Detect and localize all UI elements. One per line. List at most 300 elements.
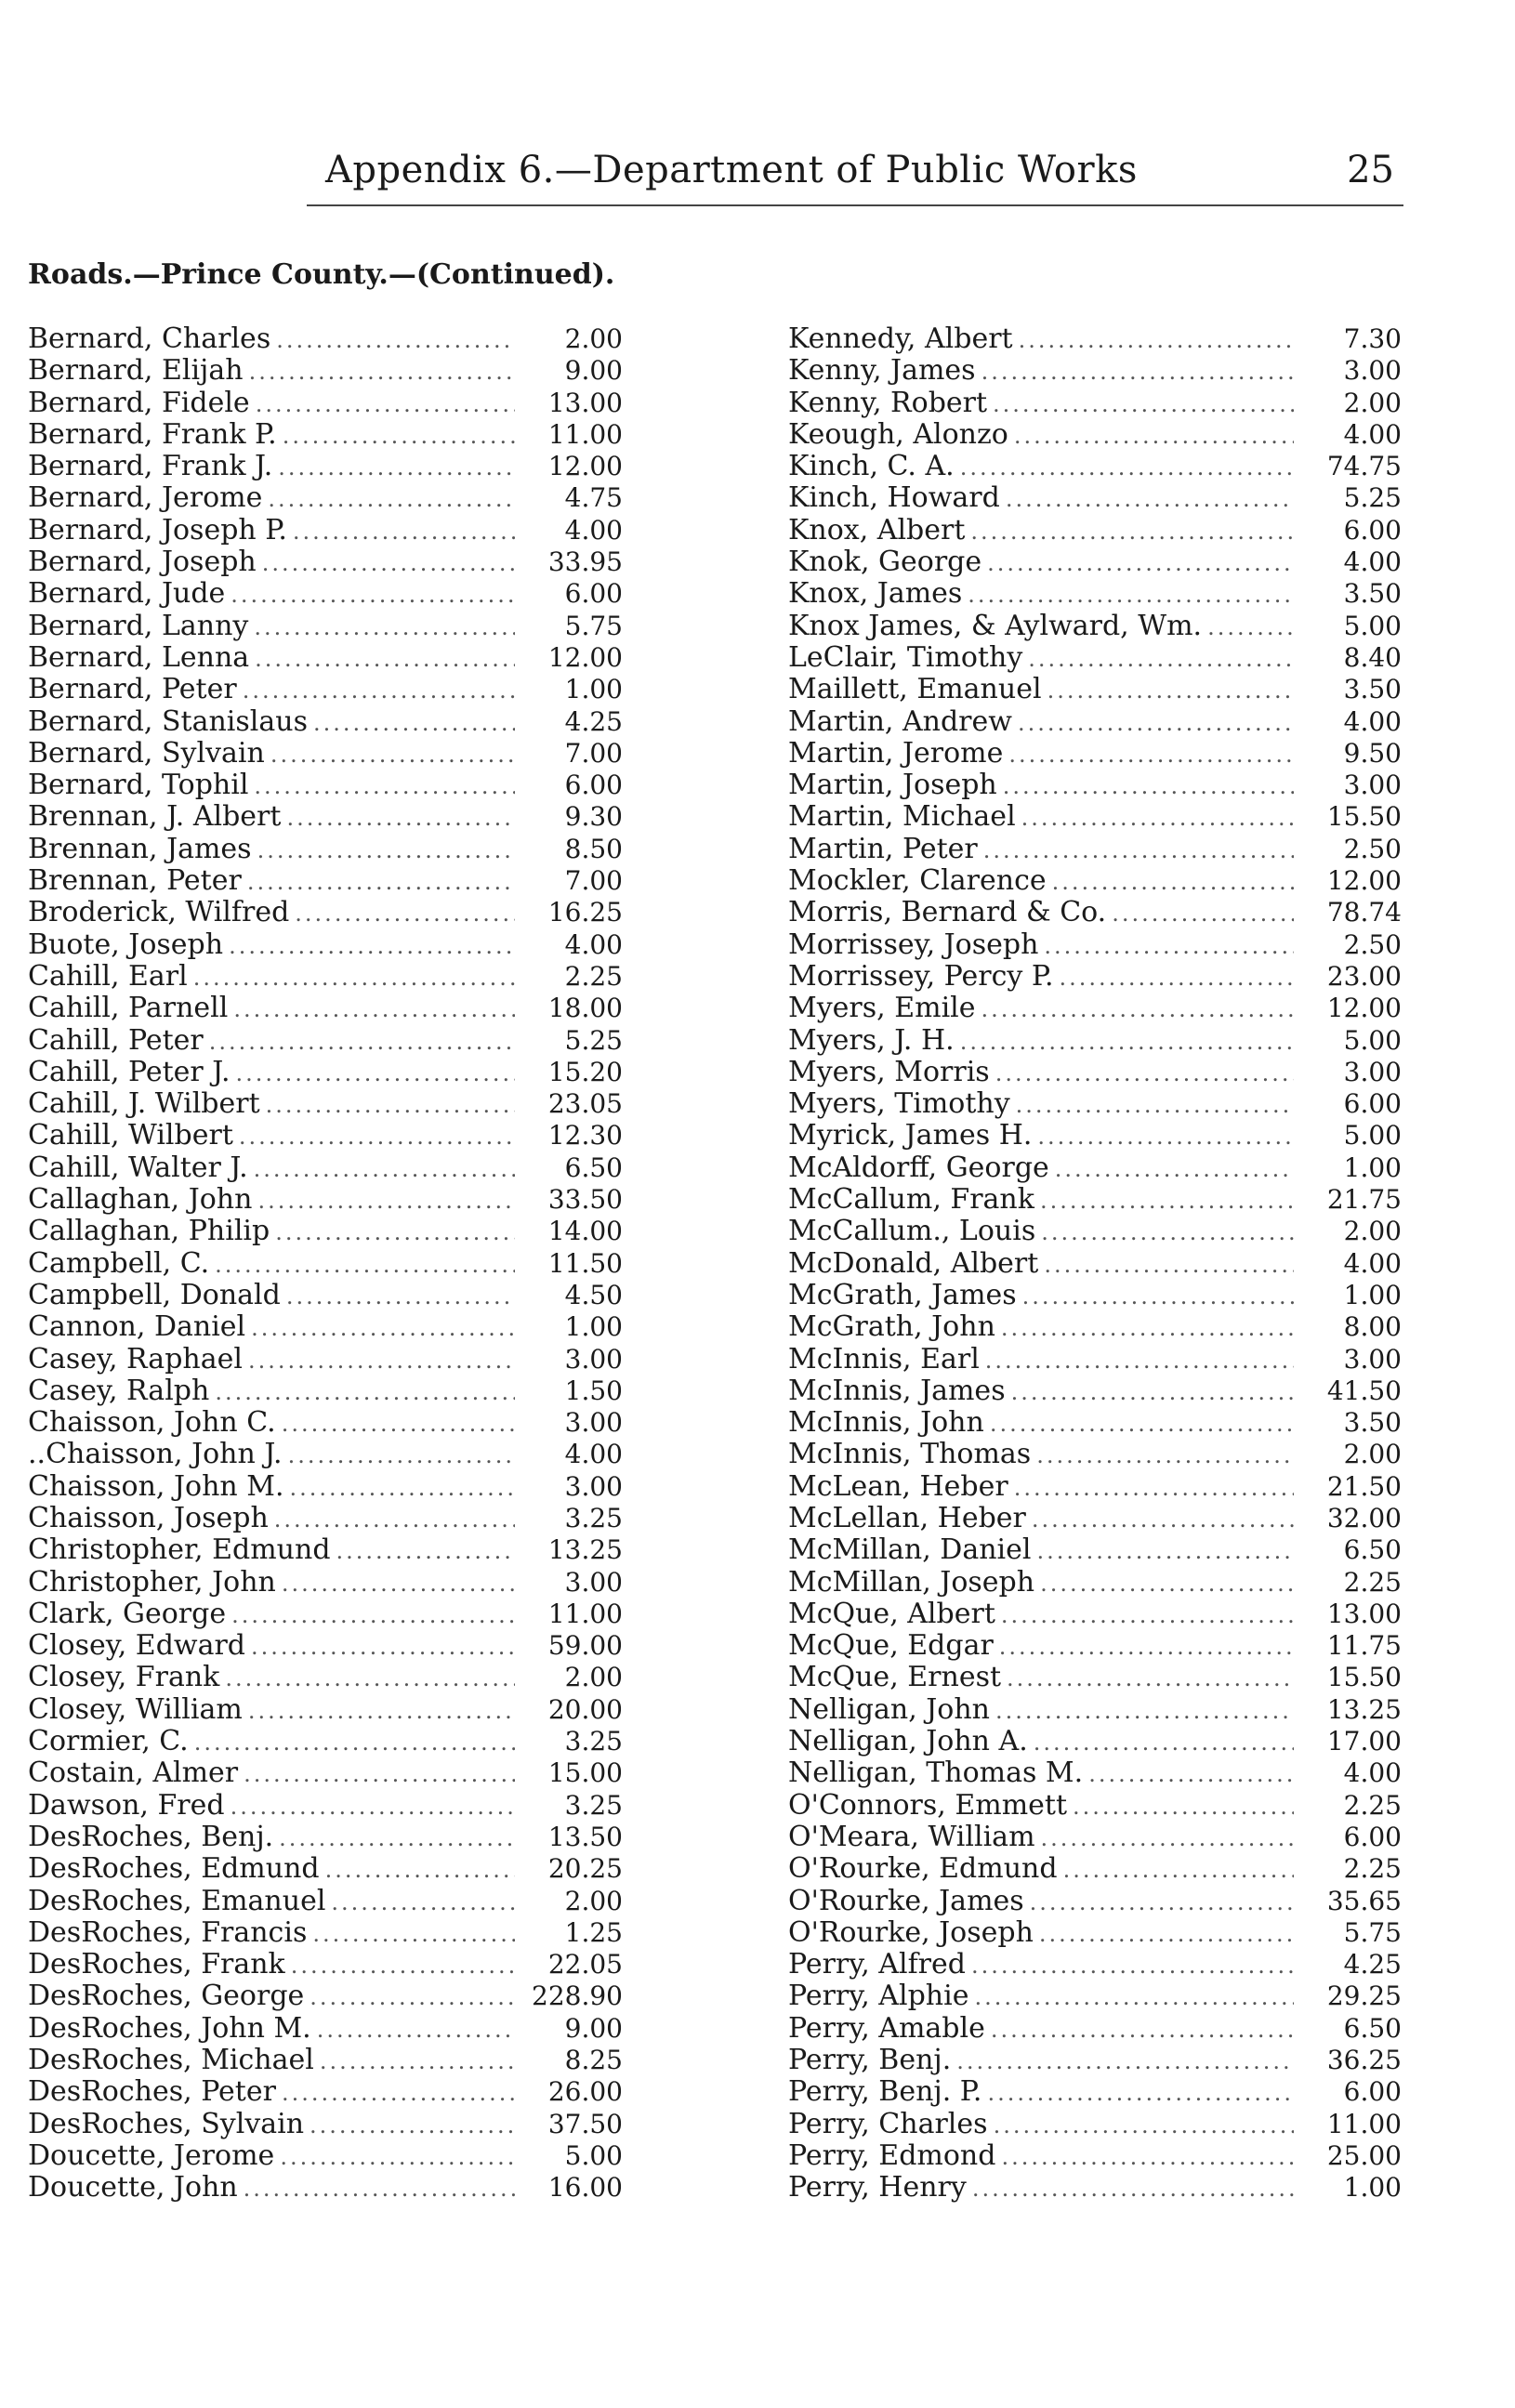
dot-leader bbox=[262, 547, 515, 579]
entry-amount: 26.00 bbox=[547, 2076, 623, 2108]
list-item bbox=[788, 1630, 1402, 1662]
list-item bbox=[788, 1503, 1402, 1534]
entry-amount: 3.00 bbox=[564, 1566, 623, 1598]
page-header bbox=[307, 149, 1403, 206]
entry-amount: 5.25 bbox=[564, 1024, 623, 1056]
entry-amount: 3.00 bbox=[1343, 355, 1402, 387]
entry-amount: 13.00 bbox=[1326, 1598, 1402, 1629]
entry-name: Perry, Amable bbox=[788, 2011, 985, 2045]
entry-name: Myers, Emile bbox=[788, 992, 976, 1025]
dot-leader bbox=[968, 579, 1294, 611]
entry-name: Kenny, Robert bbox=[788, 386, 988, 419]
list-item bbox=[28, 323, 623, 355]
dot-leader bbox=[251, 1631, 515, 1663]
entry-amount: 5.75 bbox=[1343, 1916, 1402, 1948]
entry-name: McGrath, John bbox=[788, 1310, 995, 1344]
entry-amount: 4.00 bbox=[1343, 705, 1402, 737]
dot-leader bbox=[987, 2077, 1294, 2109]
entry-name: Bernard, Lanny bbox=[28, 609, 249, 642]
dot-leader bbox=[1112, 898, 1294, 929]
entry-name: Keough, Alonzo bbox=[788, 417, 1008, 451]
entry-amount: 13.25 bbox=[547, 1534, 623, 1566]
entry-name: Perry, Alfred bbox=[788, 1948, 966, 1981]
dot-leader bbox=[282, 2077, 515, 2109]
dot-leader bbox=[290, 1472, 515, 1504]
entry-name: McQue, Albert bbox=[788, 1597, 995, 1630]
dot-leader bbox=[209, 1026, 515, 1058]
list-item bbox=[788, 2013, 1402, 2045]
entry-amount: 78.74 bbox=[1326, 897, 1402, 928]
entry-amount: 2.00 bbox=[564, 1885, 623, 1916]
entry-amount: 5.00 bbox=[1343, 1120, 1402, 1151]
list-item bbox=[788, 1853, 1402, 1885]
entry-amount: 3.00 bbox=[564, 1470, 623, 1502]
entry-name: Perry, Alphie bbox=[788, 1980, 969, 2013]
list-item bbox=[788, 834, 1402, 865]
dot-leader bbox=[1060, 962, 1295, 993]
entry-name: DesRoches, George bbox=[28, 1980, 305, 2013]
dot-leader bbox=[257, 1185, 515, 1217]
list-item bbox=[788, 323, 1402, 355]
dot-leader bbox=[1037, 1121, 1294, 1152]
entry-amount: 1.25 bbox=[564, 1916, 623, 1948]
list-item bbox=[28, 482, 623, 514]
list-item bbox=[28, 1375, 623, 1407]
entry-name: Nelligan, Thomas M. bbox=[788, 1757, 1084, 1790]
dot-leader bbox=[225, 1663, 515, 1694]
list-item bbox=[788, 355, 1402, 387]
entry-amount: 12.30 bbox=[547, 1120, 623, 1151]
entry-name: Brennan, J. Albert bbox=[28, 800, 282, 834]
dot-leader bbox=[249, 356, 515, 388]
entry-name: McInnis, James bbox=[788, 1374, 1006, 1407]
entry-amount: 8.00 bbox=[1343, 1311, 1402, 1343]
list-item bbox=[28, 642, 623, 674]
entry-name: O'Meara, William bbox=[788, 1820, 1035, 1853]
dot-leader bbox=[1018, 707, 1294, 739]
entry-amount: 1.00 bbox=[1343, 2172, 1402, 2204]
entry-amount: 20.25 bbox=[547, 1853, 623, 1885]
list-item bbox=[28, 770, 623, 801]
entry-name: Perry, Benj. bbox=[788, 2044, 952, 2077]
dot-leader bbox=[193, 962, 515, 993]
entry-amount: 4.00 bbox=[1343, 1247, 1402, 1279]
dot-leader bbox=[270, 739, 515, 770]
dot-leader bbox=[310, 1981, 515, 2013]
section-subheading: Roads.—Prince County.—(Continued). bbox=[28, 258, 615, 291]
dot-leader bbox=[336, 1535, 515, 1567]
list-item bbox=[788, 2076, 1402, 2108]
entry-name: Clark, George bbox=[28, 1597, 227, 1630]
dot-leader bbox=[1001, 1312, 1294, 1344]
list-item bbox=[788, 674, 1402, 705]
entry-name: Bernard, Peter bbox=[28, 673, 237, 706]
entry-name: McLellan, Heber bbox=[788, 1501, 1026, 1534]
dot-leader bbox=[248, 1695, 515, 1727]
dot-leader bbox=[279, 1822, 515, 1854]
list-item bbox=[28, 1344, 623, 1375]
dot-leader bbox=[320, 2046, 515, 2077]
dot-leader bbox=[971, 1950, 1294, 1981]
dot-leader bbox=[1034, 1727, 1294, 1758]
entry-amount: 3.50 bbox=[1343, 1407, 1402, 1439]
entry-name: McLean, Heber bbox=[788, 1469, 1008, 1503]
entry-amount: 14.00 bbox=[547, 1216, 623, 1247]
dot-leader bbox=[331, 1887, 515, 1918]
entry-amount: 3.00 bbox=[1343, 1343, 1402, 1375]
entry-name: McAldorff, George bbox=[788, 1151, 1049, 1184]
list-item bbox=[788, 1248, 1402, 1280]
dot-leader bbox=[1001, 2141, 1294, 2173]
dot-leader bbox=[243, 675, 515, 706]
list-item bbox=[28, 993, 623, 1024]
entry-amount: 6.00 bbox=[1343, 514, 1402, 546]
list-item bbox=[28, 1980, 623, 2012]
list-item bbox=[28, 961, 623, 993]
entry-name: Chaisson, John C. bbox=[28, 1406, 276, 1440]
list-item bbox=[28, 1822, 623, 1853]
dot-leader bbox=[1207, 612, 1294, 643]
dot-leader bbox=[282, 1568, 515, 1599]
dot-leader bbox=[312, 1918, 515, 1950]
list-item bbox=[788, 1980, 1402, 2012]
list-item bbox=[788, 1280, 1402, 1311]
dot-leader bbox=[254, 770, 515, 802]
list-item bbox=[788, 770, 1402, 801]
entry-name: Cahill, Peter bbox=[28, 1023, 204, 1057]
list-item bbox=[28, 1439, 623, 1470]
dot-leader bbox=[215, 1376, 515, 1408]
entry-name: Knok, George bbox=[788, 546, 982, 579]
entry-amount: 2.00 bbox=[1343, 1216, 1402, 1247]
dot-leader bbox=[275, 1217, 515, 1248]
list-item bbox=[28, 2013, 623, 2045]
entry-name: Bernard, Elijah bbox=[28, 354, 244, 388]
list-item bbox=[788, 578, 1402, 610]
dot-leader bbox=[286, 802, 515, 834]
list-item bbox=[28, 1630, 623, 1662]
right-column-list bbox=[788, 323, 1402, 2204]
list-item bbox=[788, 1694, 1402, 1726]
list-item bbox=[788, 1439, 1402, 1470]
dot-leader bbox=[1028, 643, 1294, 675]
entry-name: McCallum, Frank bbox=[788, 1183, 1034, 1217]
entry-amount: 18.00 bbox=[547, 993, 623, 1024]
entry-name: Perry, Benj. P. bbox=[788, 2075, 982, 2109]
entry-amount: 74.75 bbox=[1326, 451, 1402, 482]
entry-amount: 2.50 bbox=[1343, 833, 1402, 864]
dot-leader bbox=[215, 1249, 515, 1281]
entry-name: McMillan, Joseph bbox=[788, 1565, 1035, 1599]
entry-name: Closey, Frank bbox=[28, 1661, 220, 1694]
list-item bbox=[788, 451, 1402, 482]
entry-amount: 32.00 bbox=[1326, 1502, 1402, 1533]
entry-amount: 4.00 bbox=[564, 1439, 623, 1470]
entry-amount: 7.00 bbox=[564, 865, 623, 897]
dot-leader bbox=[1011, 1376, 1294, 1408]
entry-amount: 2.25 bbox=[1343, 1566, 1402, 1598]
dot-leader bbox=[236, 1058, 515, 1089]
dot-leader bbox=[1001, 1599, 1294, 1631]
entry-name: Bernard, Sylvain bbox=[28, 736, 265, 770]
entry-amount: 11.00 bbox=[547, 1598, 623, 1629]
entry-amount: 3.50 bbox=[1343, 674, 1402, 705]
entry-amount: 15.00 bbox=[547, 1757, 623, 1789]
list-item bbox=[788, 1726, 1402, 1757]
list-item bbox=[28, 929, 623, 961]
list-item bbox=[788, 1120, 1402, 1151]
entry-name: Bernard, Frank P. bbox=[28, 417, 277, 451]
entry-name: Bernard, Lenna bbox=[28, 640, 250, 674]
dot-leader bbox=[293, 516, 515, 547]
entry-amount: 11.75 bbox=[1326, 1630, 1402, 1662]
dot-leader bbox=[1014, 420, 1294, 452]
entry-name: Cahill, Peter J. bbox=[28, 1055, 231, 1088]
entry-name: O'Connors, Emmett bbox=[788, 1788, 1068, 1822]
entry-amount: 3.25 bbox=[564, 1502, 623, 1533]
list-item bbox=[28, 1726, 623, 1757]
list-item bbox=[788, 2045, 1402, 2076]
entry-name: Chaisson, John M. bbox=[28, 1469, 284, 1503]
entry-name: Closey, Edward bbox=[28, 1629, 246, 1663]
page-number: 25 bbox=[1347, 149, 1394, 191]
entry-amount: 5.00 bbox=[1343, 610, 1402, 641]
list-item bbox=[788, 1599, 1402, 1630]
list-item bbox=[28, 1280, 623, 1311]
entry-amount: 37.50 bbox=[547, 2108, 623, 2139]
entry-name: Knox, James bbox=[788, 577, 963, 611]
list-item bbox=[28, 897, 623, 928]
page-title: Appendix 6.—Department of Public Works bbox=[325, 149, 1138, 191]
dot-leader bbox=[274, 1504, 515, 1535]
entry-name: Perry, Charles bbox=[788, 2107, 988, 2140]
entry-amount: 3.00 bbox=[564, 1407, 623, 1439]
dot-leader bbox=[1032, 1504, 1294, 1535]
list-item bbox=[28, 355, 623, 387]
entry-name: Nelligan, John A. bbox=[788, 1725, 1028, 1758]
dot-leader bbox=[1008, 739, 1294, 770]
dot-leader bbox=[983, 835, 1294, 866]
entry-amount: 11.00 bbox=[1326, 2108, 1402, 2139]
entry-amount: 11.50 bbox=[547, 1247, 623, 1279]
entry-amount: 6.00 bbox=[1343, 1821, 1402, 1852]
entry-amount: 15.20 bbox=[547, 1056, 623, 1087]
dot-leader bbox=[985, 1345, 1294, 1376]
list-item bbox=[788, 738, 1402, 770]
list-item bbox=[28, 801, 623, 833]
entry-name: Cormier, C. bbox=[28, 1725, 189, 1758]
entry-name: McDonald, Albert bbox=[788, 1246, 1039, 1280]
entry-name: Perry, Henry bbox=[788, 2171, 967, 2204]
entry-name: Knox, Albert bbox=[788, 513, 966, 546]
entry-name: Christopher, John bbox=[28, 1565, 276, 1599]
dot-leader bbox=[1019, 324, 1294, 356]
entry-name: Chaisson, Joseph bbox=[28, 1501, 269, 1534]
dot-leader bbox=[254, 1153, 515, 1185]
entry-amount: 33.50 bbox=[547, 1184, 623, 1216]
entry-name: Cahill, Walter J. bbox=[28, 1151, 248, 1184]
list-item bbox=[28, 706, 623, 738]
entry-name: Bernard, Charles bbox=[28, 322, 271, 355]
entry-name: Cahill, Earl bbox=[28, 959, 188, 993]
entry-name: Nelligan, John bbox=[788, 1692, 991, 1726]
list-item bbox=[788, 2172, 1402, 2204]
dot-leader bbox=[239, 1121, 515, 1152]
dot-leader bbox=[248, 1345, 515, 1376]
entry-amount: 8.40 bbox=[1343, 641, 1402, 673]
entry-amount: 2.50 bbox=[1343, 928, 1402, 960]
entry-amount: 4.00 bbox=[1343, 418, 1402, 450]
dot-leader bbox=[1052, 866, 1294, 898]
entry-amount: 15.50 bbox=[1326, 801, 1402, 833]
entry-amount: 23.05 bbox=[547, 1088, 623, 1120]
entry-name: Bernard, Jude bbox=[28, 577, 226, 611]
entry-amount: 9.50 bbox=[1343, 737, 1402, 769]
dot-leader bbox=[1030, 1887, 1294, 1918]
entry-name: DesRoches, John M. bbox=[28, 2011, 311, 2045]
dot-leader bbox=[1044, 930, 1294, 962]
list-item bbox=[788, 611, 1402, 642]
entry-name: Broderick, Wilfred bbox=[28, 896, 290, 929]
entry-name: Casey, Ralph bbox=[28, 1374, 210, 1407]
dot-leader bbox=[993, 388, 1294, 420]
entry-name: ..Chaisson, John J. bbox=[28, 1438, 283, 1471]
dot-leader bbox=[995, 1695, 1294, 1727]
entry-name: Bernard, Joseph bbox=[28, 546, 257, 579]
dot-leader bbox=[1073, 1791, 1294, 1822]
entry-name: DesRoches, Sylvain bbox=[28, 2107, 305, 2140]
entry-name: DesRoches, Peter bbox=[28, 2075, 276, 2109]
dot-leader bbox=[972, 2173, 1294, 2204]
entry-name: Maillett, Emanuel bbox=[788, 673, 1042, 706]
list-item bbox=[788, 419, 1402, 451]
dot-leader bbox=[244, 2173, 515, 2204]
entry-amount: 7.00 bbox=[564, 737, 623, 769]
dot-leader bbox=[1040, 1185, 1294, 1217]
dot-leader bbox=[231, 1791, 515, 1822]
dot-leader bbox=[255, 643, 515, 675]
entry-name: LeClair, Timothy bbox=[788, 640, 1023, 674]
dot-leader bbox=[291, 1950, 515, 1981]
list-item bbox=[28, 1057, 623, 1088]
list-item bbox=[788, 546, 1402, 578]
entry-amount: 2.00 bbox=[1343, 1439, 1402, 1470]
list-item bbox=[28, 1088, 623, 1120]
dot-leader bbox=[268, 483, 515, 515]
dot-leader bbox=[1039, 1918, 1294, 1950]
entry-amount: 4.25 bbox=[1343, 1949, 1402, 1980]
dot-leader bbox=[974, 1981, 1294, 2013]
list-item bbox=[28, 1599, 623, 1630]
entry-name: Bernard, Stanislaus bbox=[28, 704, 308, 738]
entry-name: Morrissey, Percy P. bbox=[788, 959, 1054, 993]
list-item bbox=[28, 1694, 623, 1726]
entry-amount: 23.00 bbox=[1326, 960, 1402, 992]
entry-amount: 16.00 bbox=[547, 2172, 623, 2204]
dot-leader bbox=[266, 1089, 515, 1121]
dot-leader bbox=[278, 452, 515, 483]
entry-amount: 21.50 bbox=[1326, 1470, 1402, 1502]
list-item bbox=[788, 961, 1402, 993]
entry-amount: 6.50 bbox=[564, 1151, 623, 1183]
entry-amount: 1.00 bbox=[564, 1311, 623, 1343]
list-item bbox=[28, 1949, 623, 1980]
entry-name: Myers, J. H. bbox=[788, 1023, 955, 1057]
entry-amount: 21.75 bbox=[1326, 1184, 1402, 1216]
dot-leader bbox=[1016, 1089, 1294, 1121]
dot-leader bbox=[981, 993, 1294, 1025]
list-item bbox=[28, 1534, 623, 1566]
entry-amount: 17.00 bbox=[1326, 1726, 1402, 1757]
dot-leader bbox=[1055, 1153, 1294, 1185]
entry-amount: 8.50 bbox=[564, 833, 623, 864]
entry-name: Martin, Joseph bbox=[788, 769, 997, 802]
entry-amount: 9.00 bbox=[564, 355, 623, 387]
dot-leader bbox=[1036, 1440, 1294, 1471]
entry-name: Mockler, Clarence bbox=[788, 864, 1047, 898]
entry-name: Cahill, J. Wilbert bbox=[28, 1087, 260, 1121]
list-item bbox=[28, 451, 623, 482]
entry-name: McMillan, Daniel bbox=[788, 1533, 1032, 1567]
entry-name: Morrissey, Joseph bbox=[788, 928, 1039, 961]
list-item bbox=[788, 1886, 1402, 1917]
dot-leader bbox=[995, 1058, 1294, 1089]
entry-amount: 20.00 bbox=[547, 1693, 623, 1725]
list-item bbox=[28, 2109, 623, 2140]
dot-leader bbox=[1088, 1758, 1294, 1790]
entry-name: Campbell, Donald bbox=[28, 1278, 281, 1311]
list-item bbox=[28, 738, 623, 770]
entry-amount: 1.50 bbox=[564, 1375, 623, 1406]
entry-name: O'Rourke, Edmund bbox=[788, 1852, 1058, 1886]
entry-amount: 6.50 bbox=[1343, 1534, 1402, 1566]
list-item bbox=[788, 1152, 1402, 1184]
dot-leader bbox=[1047, 675, 1294, 706]
list-item bbox=[28, 1311, 623, 1343]
list-item bbox=[28, 2140, 623, 2172]
entry-name: McInnis, Thomas bbox=[788, 1438, 1032, 1471]
list-item bbox=[28, 1917, 623, 1949]
entry-amount: 2.25 bbox=[564, 960, 623, 992]
entry-name: DesRoches, Benj. bbox=[28, 1820, 274, 1853]
entry-amount: 29.25 bbox=[1326, 1980, 1402, 2012]
list-item bbox=[788, 1822, 1402, 1853]
list-item bbox=[788, 897, 1402, 928]
list-item bbox=[788, 2109, 1402, 2140]
list-item bbox=[28, 834, 623, 865]
entry-name: Martin, Jerome bbox=[788, 736, 1004, 770]
entry-amount: 4.50 bbox=[564, 1279, 623, 1310]
entry-name: DesRoches, Frank bbox=[28, 1948, 285, 1981]
dot-leader bbox=[1003, 770, 1294, 802]
entry-amount: 1.00 bbox=[1343, 1279, 1402, 1310]
list-item bbox=[788, 1407, 1402, 1439]
entry-amount: 2.25 bbox=[1343, 1853, 1402, 1885]
entry-amount: 9.30 bbox=[564, 801, 623, 833]
dot-leader bbox=[286, 1281, 515, 1312]
entry-name: McCallum., Louis bbox=[788, 1215, 1036, 1248]
entry-name: Dawson, Fred bbox=[28, 1788, 225, 1822]
entry-name: Bernard, Frank J. bbox=[28, 450, 273, 483]
entry-amount: 4.00 bbox=[1343, 1757, 1402, 1789]
entry-name: Brennan, James bbox=[28, 832, 252, 865]
list-item bbox=[788, 1216, 1402, 1247]
entry-amount: 6.00 bbox=[564, 578, 623, 610]
entry-amount: 41.50 bbox=[1326, 1375, 1402, 1406]
entry-amount: 12.00 bbox=[1326, 993, 1402, 1024]
list-item bbox=[788, 1757, 1402, 1789]
entry-amount: 59.00 bbox=[547, 1630, 623, 1662]
